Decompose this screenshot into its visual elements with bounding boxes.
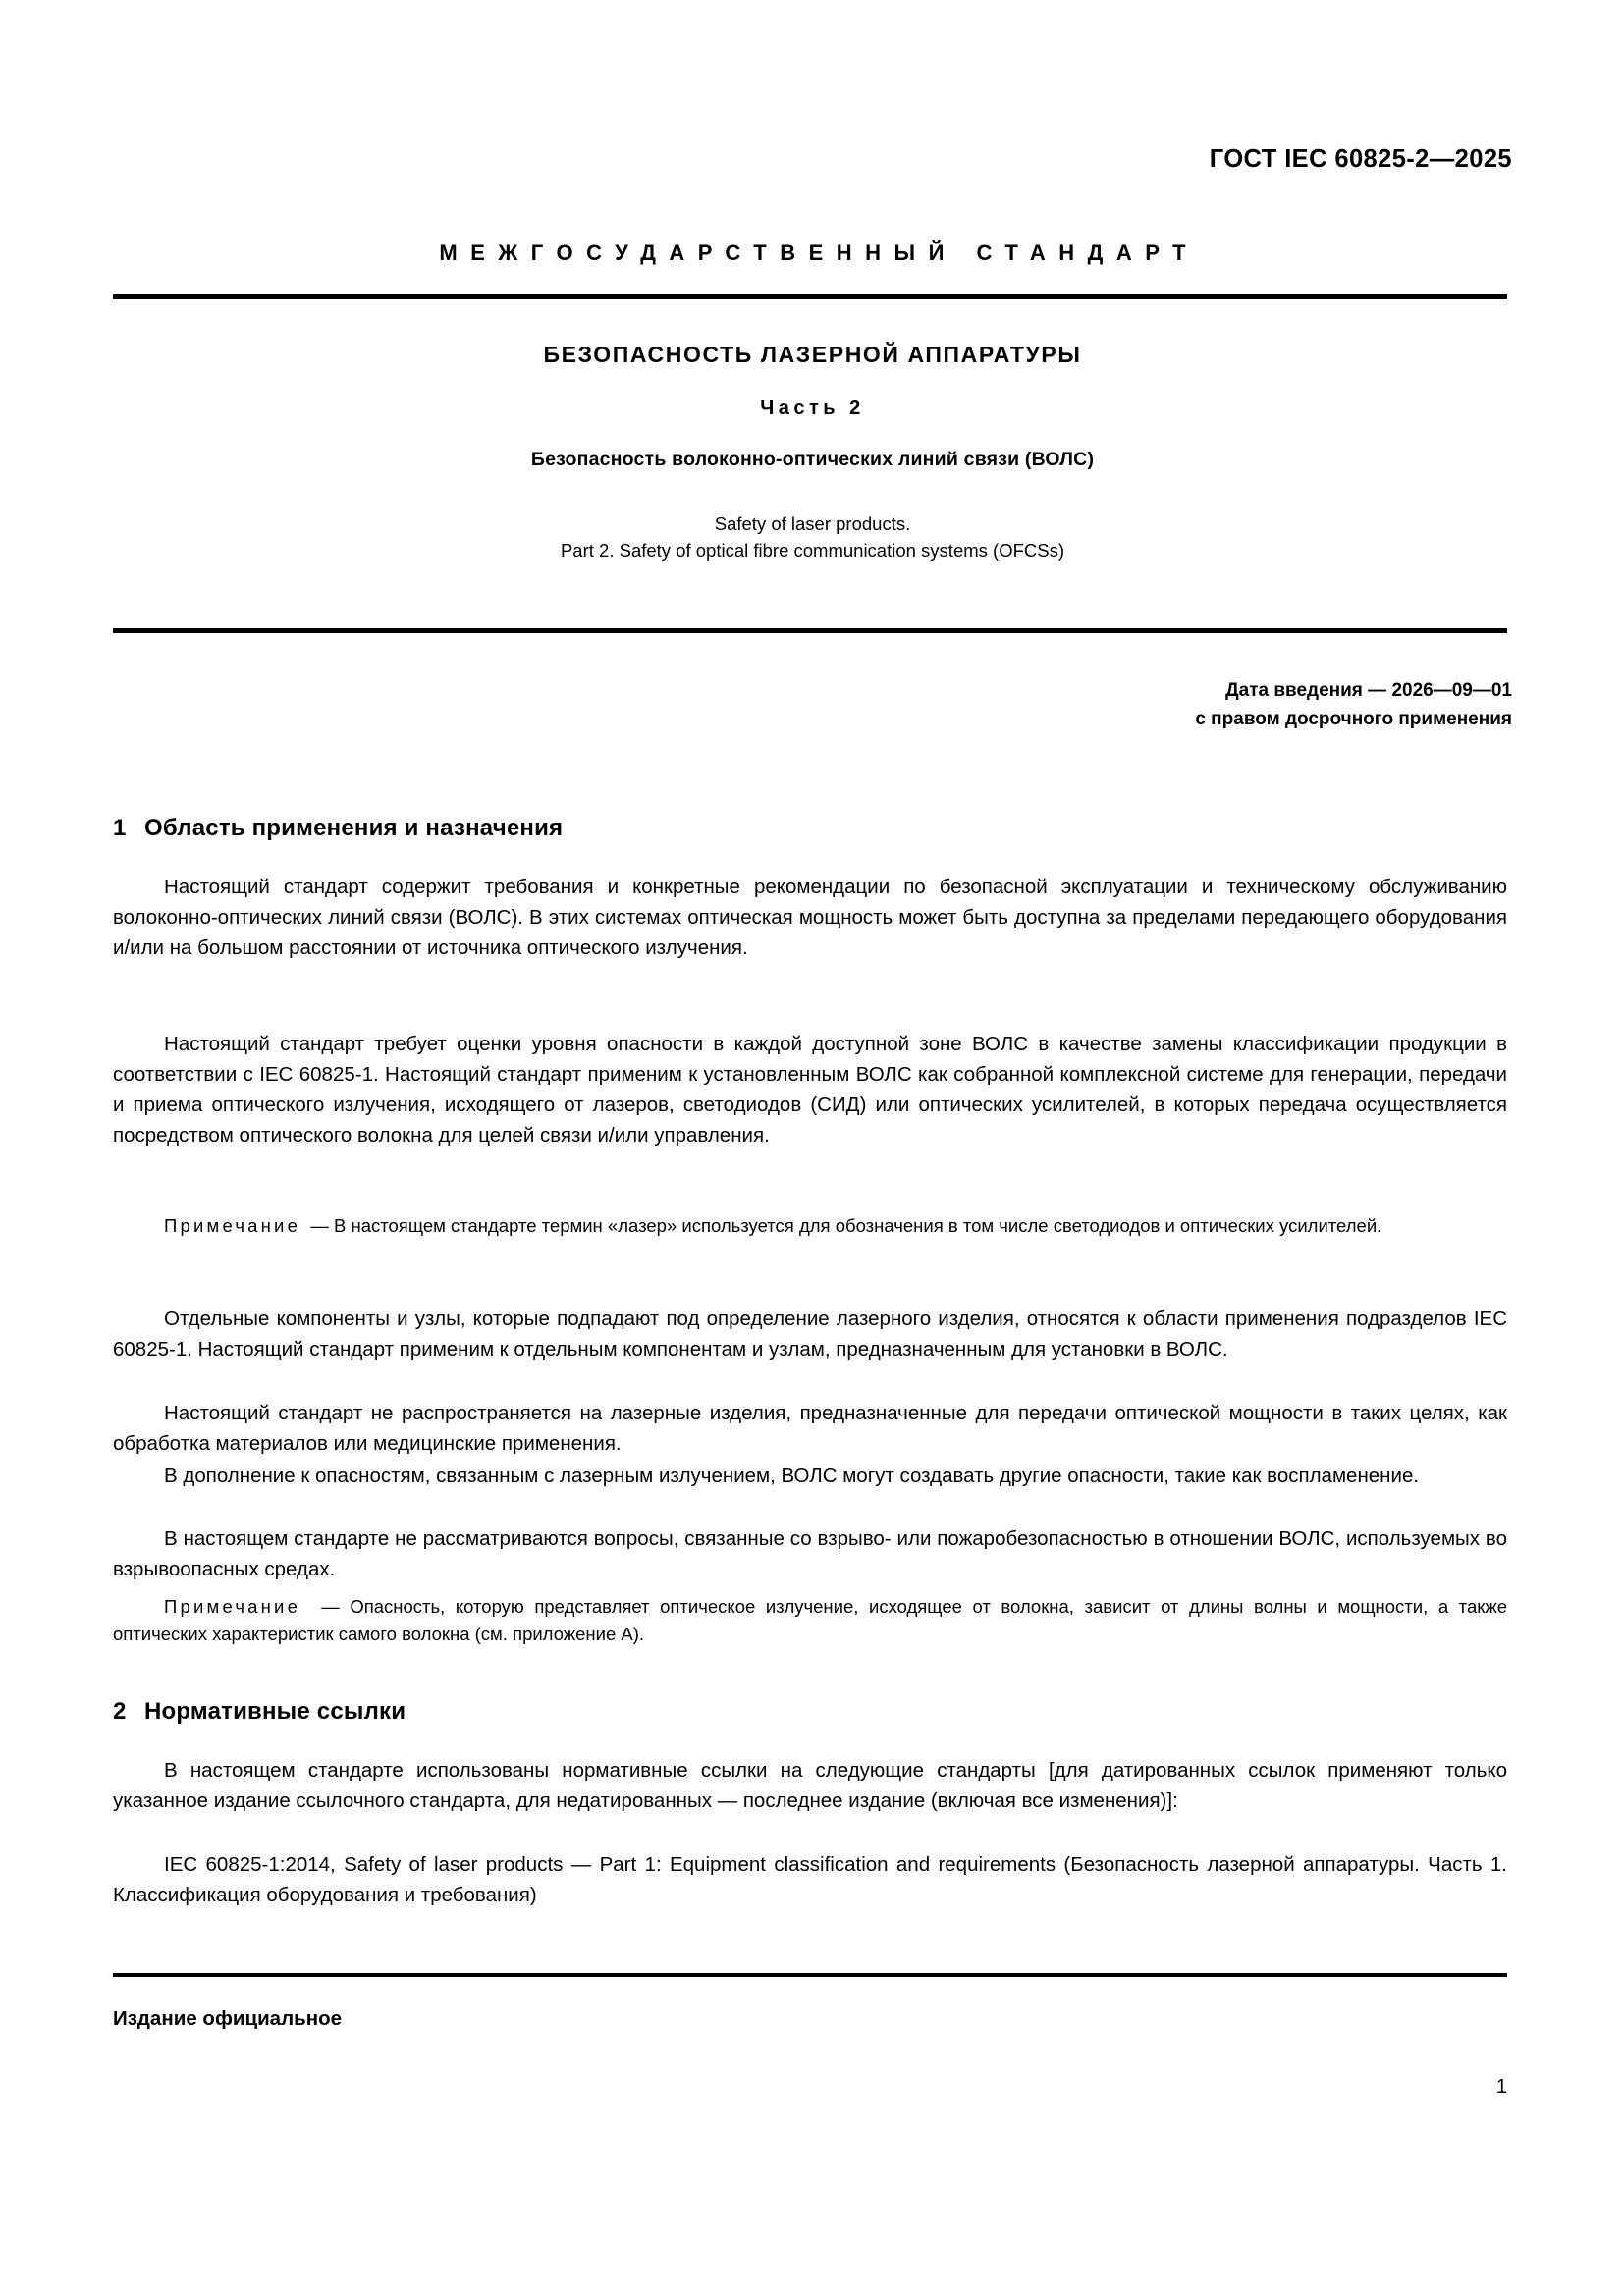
- section-2-number: 2: [113, 1698, 127, 1725]
- section-1-note-2: [113, 1593, 1507, 1648]
- introduction-date-line2: с правом досрочного применения: [1195, 708, 1512, 729]
- section-2-paragraph-1: [113, 1755, 1507, 1816]
- section-1-paragraph-6: [113, 1523, 1507, 1584]
- paragraph-text: В дополнение к опасностям, связанным с лазерным излучением, ВОЛС могут создавать другие опасности, такие как воспламенение.: [164, 1465, 1420, 1487]
- title-subtitle: Безопасность волоконно-оптических линий связи (ВОЛС): [530, 449, 1095, 470]
- paragraph-text: В настоящем стандарте не рассматриваются вопросы, связанные со взрыво- или пожаробезопасностью в отношении ВОЛС, используемых во взрывоопасных средах.: [113, 1527, 1507, 1581]
- paragraph-text: Настоящий стандарт не распространяется на лазерные изделия, предназначенные для передачи оптической мощности в таких целях, как обработка материалов или медицинские применения.: [113, 1402, 1507, 1456]
- paragraph-text: В настоящем стандарте использованы нормативные ссылки на следующие стандарты [для датированных ссылок применяют только указанное издание ссылочного стандарта, для недатированных — последнее издание (включая все изменения)]:: [113, 1759, 1507, 1813]
- title-block: [113, 342, 1512, 564]
- page-number: 1: [1495, 2076, 1507, 2098]
- section-1-paragraph-5: [113, 1461, 1507, 1491]
- section-1-paragraph-3: [113, 1304, 1507, 1364]
- title-english: [113, 511, 1512, 564]
- section-1-paragraph-1: [113, 872, 1507, 963]
- paragraph-text: Отдельные компоненты и узлы, которые подпадают под определение лазерного изделия, относятся к области применения подразделов IEC 60825-1. Настоящий стандарт применим к отдельным компонентам и узлам, предназначенным для установки в ВОЛС.: [113, 1308, 1507, 1362]
- note-label: Примечание: [164, 1215, 301, 1236]
- introduction-date: [1195, 677, 1512, 733]
- divider-top: [113, 294, 1507, 299]
- note-body: — Опасность, которую представляет оптическое излучение, исходящее от волокна, зависит от длины волны и мощности, а также оптических характеристик самого волокна (см. приложение А).: [113, 1596, 1507, 1644]
- section-1-note-1: [113, 1212, 1507, 1240]
- note-text: [113, 1593, 1507, 1648]
- title-part: Часть 2: [760, 398, 865, 419]
- document-number: ГОСТ IEC 60825-2—2025: [1209, 145, 1512, 173]
- section-1-title-text: Область применения и назначения: [144, 815, 564, 841]
- paragraph-text: Настоящий стандарт требует оценки уровня опасности в каждой доступной зоне ВОЛС в качестве замены классификации продукции в соответствии с IEC 60825-1. Настоящий стандарт применим к установленным ВОЛС как собранной комплексной системе для генерации, передачи и приема оптического излучения, исходящего от лазеров, светодиодов (СИД) или оптических усилителей, в которых передача осуществляется посредством оптического волокна для целей связи и/или управления.: [113, 1033, 1507, 1148]
- note-text: [113, 1212, 1507, 1240]
- paragraph-text: Настоящий стандарт содержит требования и конкретные рекомендации по безопасной эксплуатации и техническому обслуживанию волоконно-оптических линий связи (ВОЛС). В этих системах оптическая мощность может быть доступна за пределами передающего оборудования и/или на большом расстоянии от источника оптического излучения.: [113, 876, 1507, 960]
- section-2-title-text: Нормативные ссылки: [144, 1698, 406, 1725]
- title-english-line1: Safety of laser products.: [714, 513, 911, 534]
- official-edition-label: Издание официальное: [113, 2007, 343, 2030]
- section-1-heading: [113, 815, 1507, 842]
- page-title: БЕЗОПАСНОСТЬ ЛАЗЕРНОЙ АППАРАТУРЫ: [543, 342, 1082, 367]
- section-1-number: 1: [113, 815, 127, 841]
- title-english-line2: Part 2. Safety of optical fibre communication systems (OFCSs): [560, 539, 1065, 561]
- note-label: Примечание: [164, 1596, 301, 1617]
- section-1-paragraph-2: [113, 1029, 1507, 1151]
- page-content: [113, 0, 1512, 2296]
- section-1-paragraph-4: [113, 1398, 1507, 1459]
- standard-type-heading: МЕЖГОСУДАРСТВЕННЫЙ СТАНДАРТ: [439, 240, 1200, 265]
- section-2-reference-item: [113, 1849, 1507, 1910]
- divider-bottom: [113, 628, 1507, 633]
- introduction-date-line1: Дата введения — 2026—09—01: [1225, 680, 1512, 701]
- divider-footer: [113, 1973, 1507, 1977]
- paragraph-text: IEC 60825-1:2014, Safety of laser products — Part 1: Equipment classification and requirements (Безопасность лазерной аппаратуры. Часть 1. Классификация оборудования и требования): [113, 1853, 1507, 1907]
- note-body: — В настоящем стандарте термин «лазер» используется для обозначения в том числе светодиодов и оптических усилителей.: [310, 1215, 1382, 1236]
- section-2-heading: [113, 1698, 1507, 1726]
